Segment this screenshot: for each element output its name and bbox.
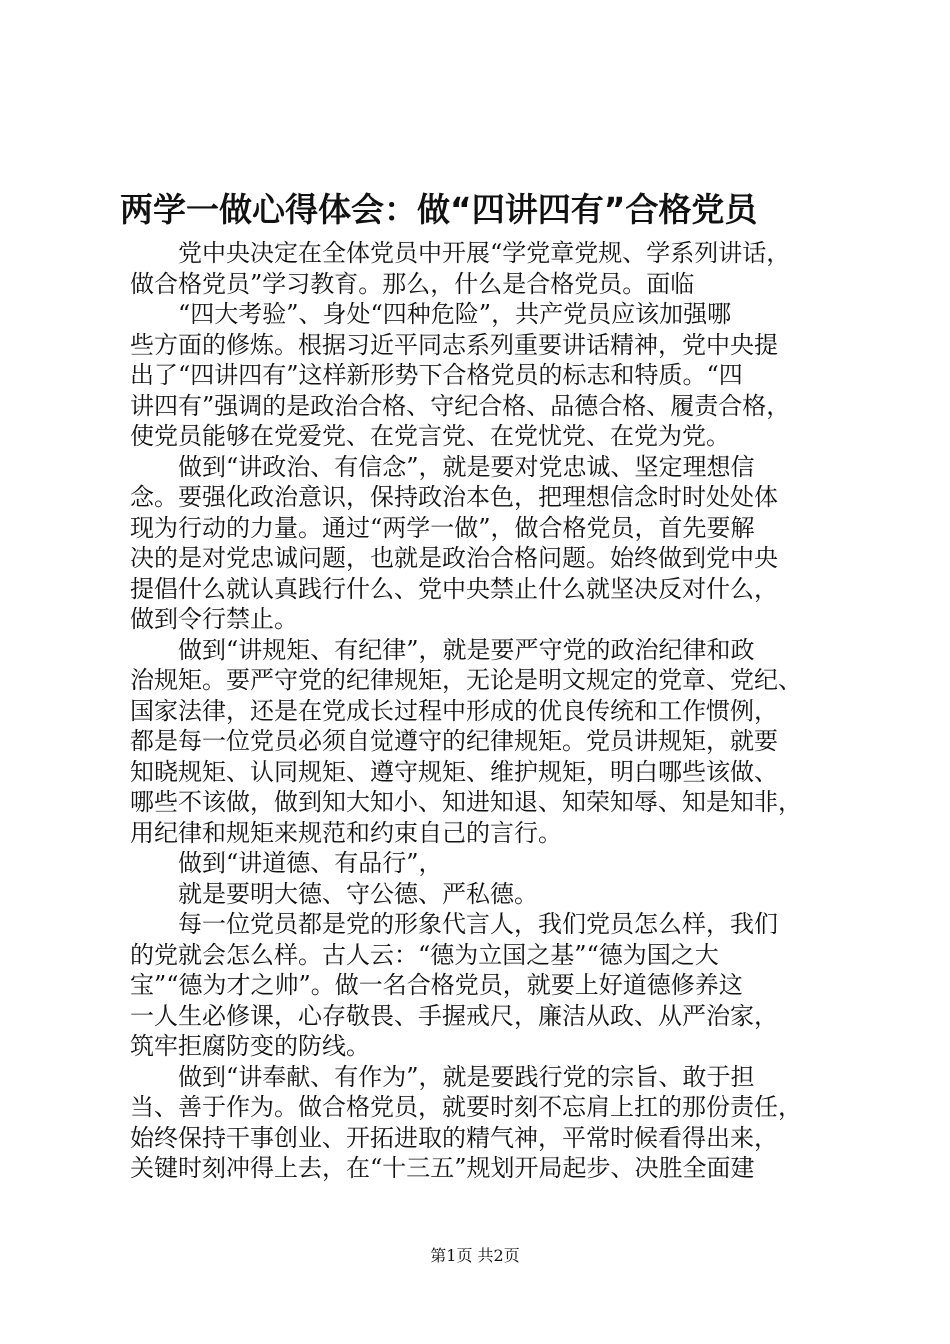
body-line: 提倡什么就认真践行什么、党中央禁止什么就坚决反对什么， [130, 574, 778, 603]
body-line: 关键时刻冲得上去，在“十三五”规划开局起步、决胜全面建 [130, 1154, 755, 1182]
body-line: 一人生必修课，心存敬畏、手握戒尺，廉洁从政、从严治家， [130, 1001, 778, 1030]
body-line: 些方面的修炼。根据习近平同志系列重要讲话精神，党中央提 [130, 330, 778, 359]
body-line: 讲四有”强调的是政治合格、守纪合格、品德合格、履责合格， [130, 391, 791, 420]
body-line: 始终保持干事创业、开拓进取的精气神，平常时候看得出来， [130, 1123, 778, 1152]
body-line: 使党员能够在党爱党、在党言党、在党忧党、在党为党。 [130, 422, 730, 450]
document-title: 两学一做心得体会：做“四讲四有”合格党员 [120, 190, 758, 229]
body-line: 筑牢拒腐防变的防线。 [130, 1032, 370, 1060]
body-line: 做到“讲规矩、有纪律”，就是要严守党的政治纪律和政 [178, 635, 755, 664]
body-line: “四大考验”、身处“四种危险”，共产党员应该加强哪 [178, 300, 732, 328]
body-line: 党中央决定在全体党员中开展“学党章党规、学系列讲话， [178, 239, 791, 267]
body-line: 就是要明大德、守公德、严私德。 [178, 879, 538, 908]
body-line: 哪些不该做，做到知大知小、知进知退、知荣知辱、知是知非， [130, 788, 802, 816]
page-footer: 第1页 共2页 [430, 1246, 520, 1265]
body-line: 宝”“德为才之帅”。做一名合格党员，就要上好道德修养这 [130, 971, 743, 999]
body-line: 国家法律，还是在党成长过程中形成的优良传统和工作惯例， [130, 696, 778, 725]
body-line: 知晓规矩、认同规矩、遵守规矩、维护规矩，明白哪些该做、 [130, 757, 778, 786]
body-line: 做到“讲奉献、有作为”，就是要践行党的宗旨、敢于担 [178, 1062, 755, 1091]
body-line: 现为行动的力量。通过“两学一做”，做合格党员，首先要解 [130, 513, 755, 542]
body-line: 都是每一位党员必须自觉遵守的纪律规矩。党员讲规矩，就要 [130, 727, 778, 755]
body-line: 做到令行禁止。 [130, 605, 298, 633]
body-line: 做到“讲道德、有品行”， [178, 849, 443, 877]
body-line: 的党就会怎么样。古人云：“德为立国之基”“德为国之大 [130, 940, 719, 969]
body-line: 做合格党员”学习教育。那么，什么是合格党员。面临 [130, 269, 695, 298]
body-line: 用纪律和规矩来规范和约束自己的言行。 [130, 818, 562, 847]
body-line: 当、善于作为。做合格党员，就要时刻不忘肩上扛的那份责任， [130, 1093, 802, 1121]
body-line: 决的是对党忠诚问题，也就是政治合格问题。始终做到党中央 [130, 544, 778, 572]
document-body [130, 238, 850, 1184]
body-line: 做到“讲政治、有信念”，就是要对党忠诚、坚定理想信 [178, 452, 755, 481]
body-line: 治规矩。要严守党的纪律规矩，无论是明文规定的党章、党纪、 [130, 666, 802, 694]
body-line: 每一位党员都是党的形象代言人，我们党员怎么样，我们 [178, 910, 778, 938]
body-line: 念。要强化政治意识，保持政治本色，把理想信念时时处处体 [130, 483, 778, 511]
body-line: 出了“四讲四有”这样新形势下合格党员的标志和特质。“四 [130, 361, 743, 389]
